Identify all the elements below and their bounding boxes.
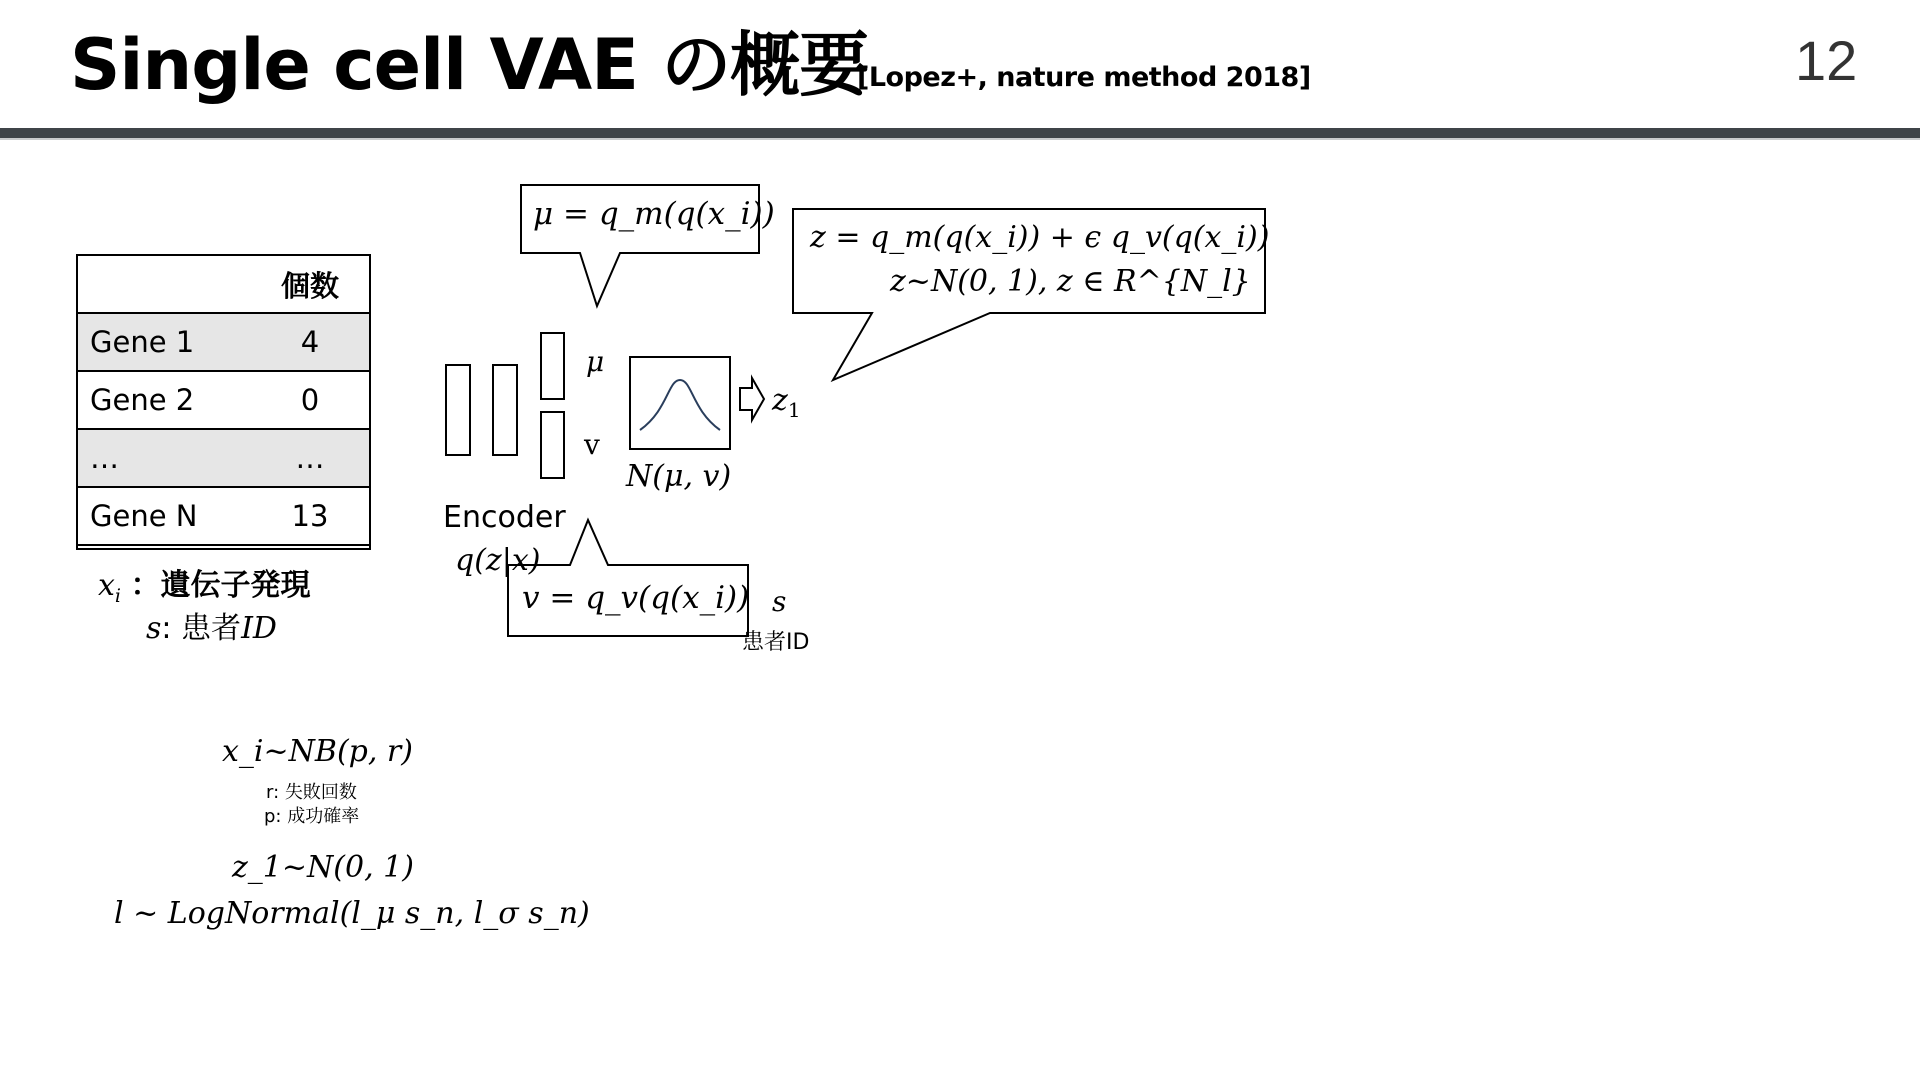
mu-layer [541,333,564,399]
page-number: 12 [1795,29,1858,92]
xi-legend: $x_i$ ：遺伝子発現 [98,568,311,607]
encoder-formula: q(z|x) [455,543,541,578]
s-legend: s: 患者ID [146,611,277,646]
z1-subscript: 1 [787,398,801,422]
gene-name: Gene 1 [76,313,251,371]
s-legend-id: ID [241,611,277,646]
gaussian-box [630,357,730,449]
l-prior: l ~ LogNormal(l_μ s_n, l_σ s_n) [114,896,590,931]
gene-count: 13 [251,487,369,545]
v-equation: v = q_v(q(x_i)) [522,580,750,616]
gene-count: 0 [251,371,369,429]
gene-count: … [251,429,369,487]
z-equation-line2: z~N(0, 1), z ∈ R^{N_l} [890,264,1251,299]
p-note: p: 成功確率 [264,806,360,827]
z1-symbol: z [772,383,788,418]
mu-label: μ [586,345,605,378]
encoder-layer-2 [493,365,517,455]
gene-name: Gene 2 [76,371,251,429]
v-layer [541,412,564,478]
z1-label [772,383,801,422]
page-title: Single cell VAE の概要 [70,24,869,106]
v-callout-shape [508,520,748,636]
mu-equation: μ = q_m(q(x_i)) [533,196,775,232]
gene-name: Gene N [76,487,251,545]
encoder-layer-1 [446,365,470,455]
xi-legend-label: ：遺伝子発現 [130,568,311,603]
arrow-right-icon [740,378,764,420]
gene-name: … [76,429,251,487]
patient-id-label: 患者ID [742,630,810,655]
citation: [Lopez+, nature method 2018] [857,62,1311,93]
nb-equation: x_i~NB(p, r) [222,734,413,769]
v-label: v [584,428,600,461]
z-equation-line1: z = q_m(q(x_i)) + ϵ q_v(q(x_i)) [810,220,1270,255]
distribution-label: N(μ, v) [626,459,732,494]
s-symbol: s [772,585,787,618]
gene-count: 4 [251,313,369,371]
table-header-count: 個数 [251,255,369,313]
s-legend-label: 患者 [181,611,242,646]
z1-prior: z_1~N(0, 1) [232,850,414,885]
encoder-label: Encoder [443,500,566,535]
r-note: r: 失敗回数 [266,782,357,803]
